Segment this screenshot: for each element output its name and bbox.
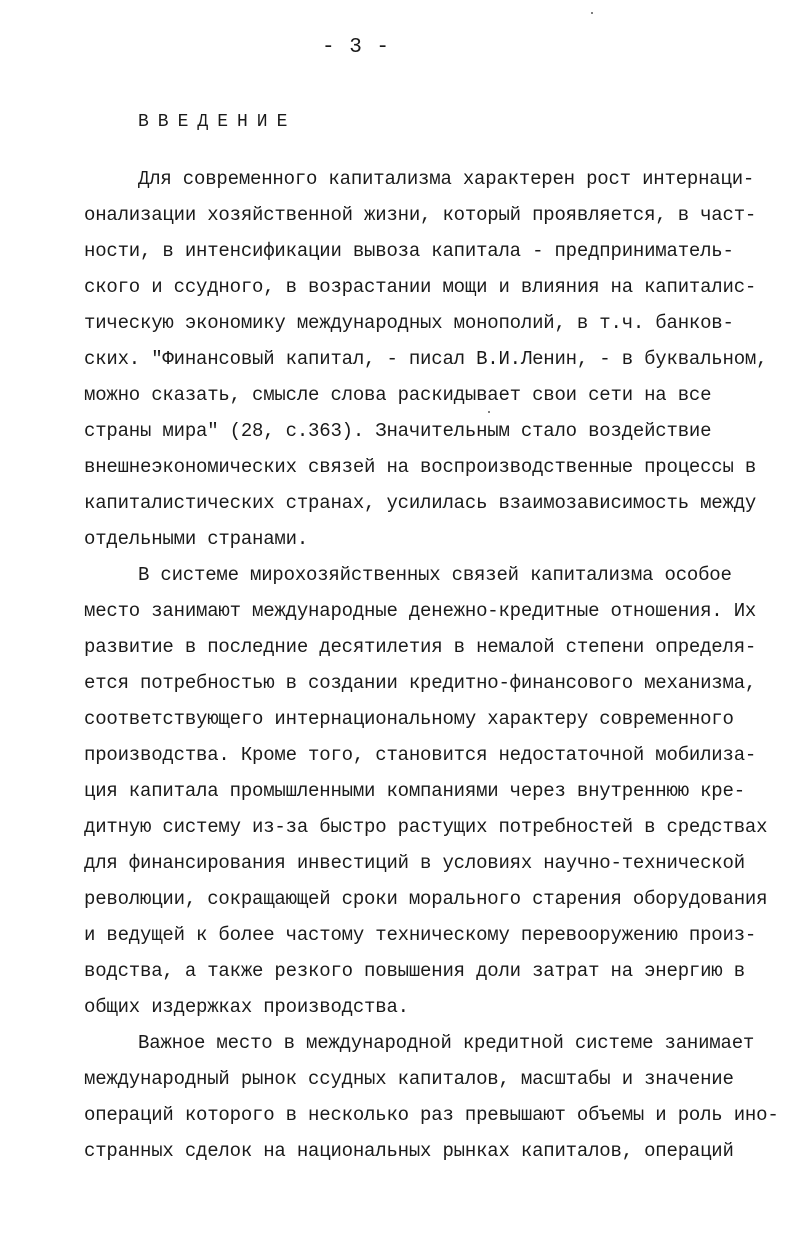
paragraph-1-line-1: Для современного капитализма характерен рост интернаци- (138, 168, 755, 190)
paragraph-3-line-1: Важное место в международной кредитной системе занимает (138, 1032, 755, 1054)
paragraph-2-line-7: ция капитала промышленными компаниями через внутреннюю кре- (84, 780, 745, 802)
paragraph-1-line-6: ских. "Финансовый капитал, - писал В.И.Ленин, - в буквальном, (84, 348, 768, 370)
paragraph-2-line-12: водства, а также резкого повышения доли затрат на энергию в (84, 960, 745, 982)
paragraph-2-line-9: для финансирования инвестиций в условиях научно-технической (84, 852, 745, 874)
paragraph-1-line-2: онализации хозяйственной жизни, который проявляется, в част- (84, 204, 757, 226)
paragraph-1-line-7: можно сказать, смысле слова раскидывает свои сети на все (84, 384, 712, 406)
paragraph-2-line-4: ется потребностью в создании кредитно-финансового механизма, (84, 672, 757, 694)
paragraph-2-line-2: место занимают международные денежно-кредитные отношения. Их (84, 600, 757, 622)
paragraph-1-line-10: капиталистических странах, усилилась взаимозависимость между (84, 492, 757, 514)
page-number: - 3 - (322, 36, 391, 59)
paragraph-1-line-3: ности, в интенсификации вывоза капитала - предприниматель- (84, 240, 734, 262)
paragraph-1-line-5: тическую экономику международных монополий, в т.ч. банков- (84, 312, 734, 334)
paragraph-1-line-9: внешнеэкономических связей на воспроизводственные процессы в (84, 456, 757, 478)
paragraph-2-line-13: общих издержках производства. (84, 996, 409, 1018)
section-heading: ВВЕДЕНИЕ (138, 112, 297, 132)
paragraph-2-line-10: революции, сокращающей сроки морального старения оборудования (84, 888, 768, 910)
paragraph-2-line-5: соответствующего интернациональному характеру современного (84, 708, 734, 730)
paragraph-2-line-1: В системе мирохозяйственных связей капитализма особое (138, 564, 732, 586)
paragraph-2-line-11: и ведущей к более частому техническому перевооружению произ- (84, 924, 757, 946)
scan-speck (488, 411, 490, 413)
paragraph-1-line-4: ского и ссудного, в возрастании мощи и влияния на капиталис- (84, 276, 757, 298)
scan-speck (591, 12, 593, 14)
paragraph-3-line-3: операций которого в несколько раз превышают объемы и роль ино- (84, 1104, 779, 1126)
paragraph-1-line-8: страны мира" (28, с.363). Значительным стало воздействие (84, 420, 712, 442)
paragraph-1-line-11: отдельными странами. (84, 528, 309, 550)
paragraph-3-line-2: международный рынок ссудных капиталов, масштабы и значение (84, 1068, 734, 1090)
paragraph-2-line-6: производства. Кроме того, становится недостаточной мобилиза- (84, 744, 757, 766)
paragraph-2-line-8: дитную систему из-за быстро растущих потребностей в средствах (84, 816, 768, 838)
paragraph-2-line-3: развитие в последние десятилетия в немалой степени определя- (84, 636, 757, 658)
paragraph-3-line-4: странных сделок на национальных рынках капиталов, операций (84, 1140, 734, 1162)
